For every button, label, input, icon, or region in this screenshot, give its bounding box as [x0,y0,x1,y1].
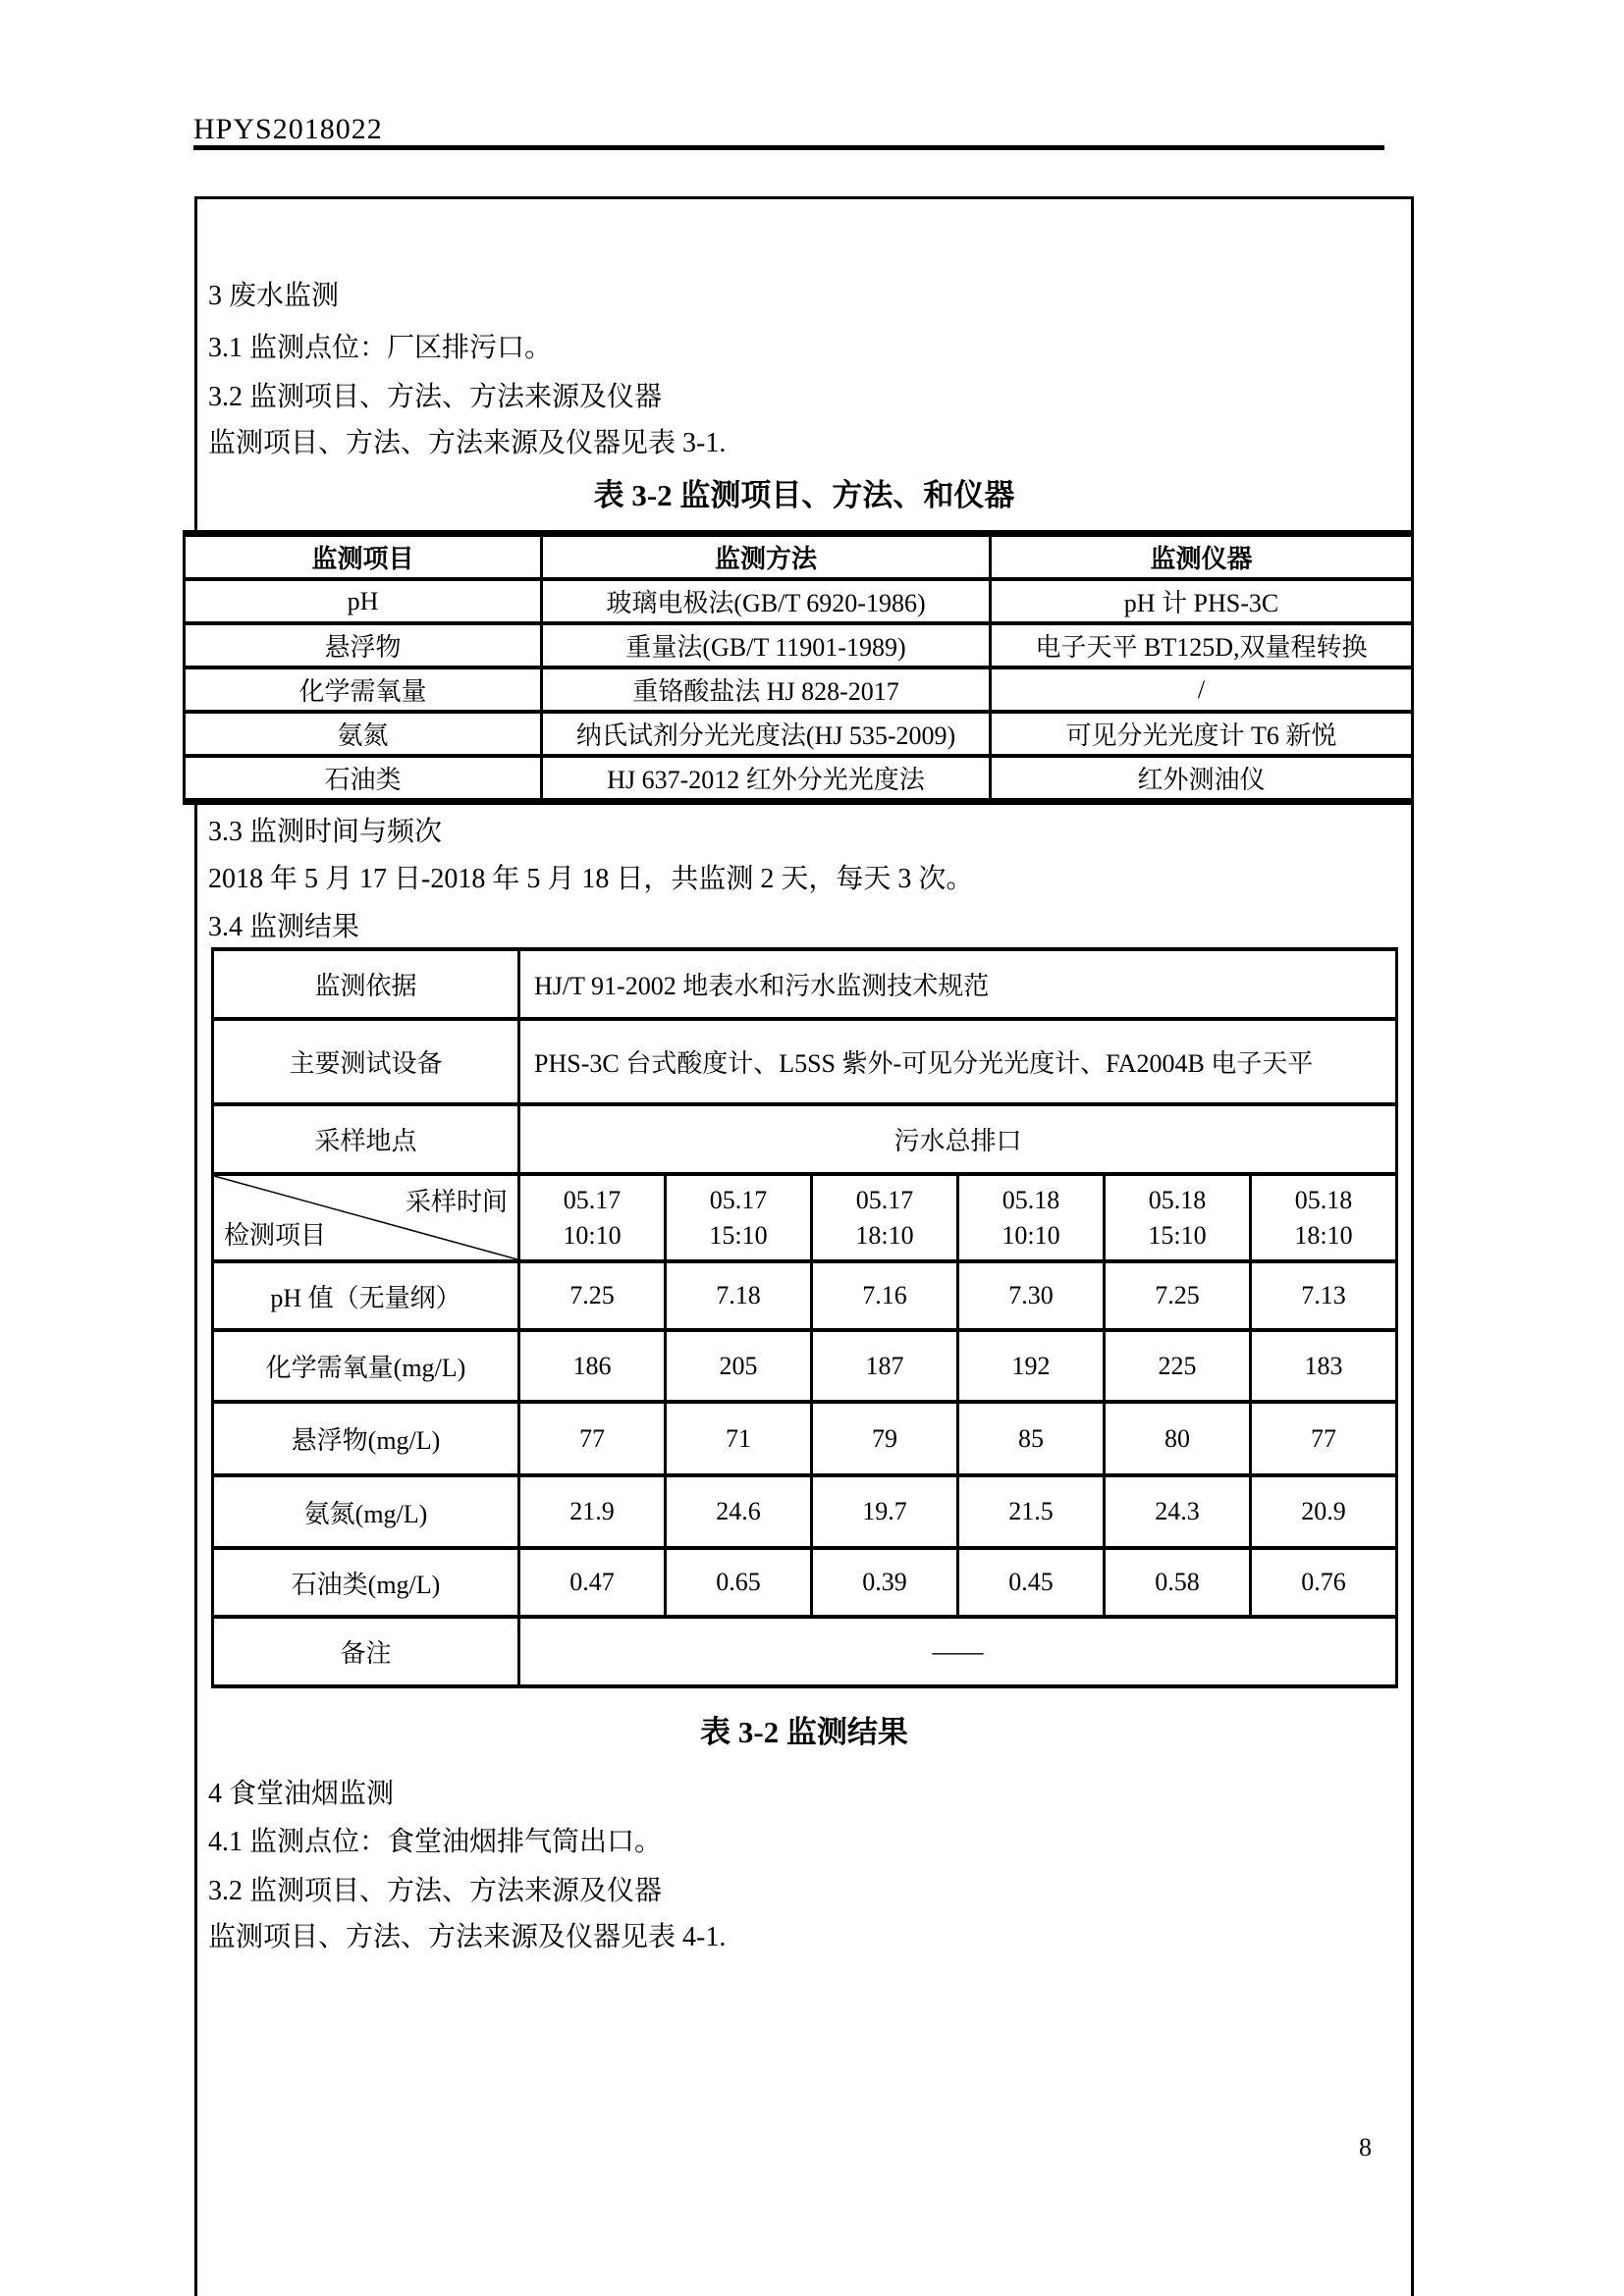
table-row [213,1475,1397,1548]
table-row [213,1402,1397,1475]
equipment-value: PHS-3C 台式酸度计、L5SS 紫外-可见分光光度计、FA2004B 电子天平 [519,1019,1397,1104]
diagonal-header-cell [213,1174,519,1261]
equipment-label: 主要测试设备 [213,1019,519,1104]
test-item-label: 检测项目 [224,1221,327,1250]
table1-header-method: 监测方法 [542,534,991,580]
table2-title: 表 3-2 监测结果 [700,1715,908,1749]
result-cell: 21.5 [958,1475,1105,1548]
result-cell: 0.39 [812,1548,958,1617]
site-value: 污水总排口 [519,1104,1397,1174]
result-cell: 192 [958,1330,1105,1402]
result-cell: 19.7 [812,1475,958,1548]
result-cell: 71 [666,1402,812,1475]
result-cell: 7.13 [1251,1261,1397,1330]
param-label: 化学需氧量(mg/L) [213,1330,519,1402]
table-row [213,1019,1397,1104]
param-label: 悬浮物(mg/L) [213,1402,519,1475]
table-row [185,667,1413,712]
table-row [213,1261,1397,1330]
table1-cell: 石油类 [185,756,542,802]
table1-cell: pH 计 PHS-3C [991,579,1413,623]
section4-heading: 4 食堂油烟监测 [208,1779,395,1809]
table-row [213,1104,1397,1174]
result-cell: 80 [1105,1402,1251,1475]
remark-label: 备注 [213,1617,519,1686]
time-date: 05.17 [709,1185,768,1214]
time-date: 05.18 [1148,1185,1207,1214]
basis-value: HJ/T 91-2002 地表水和污水监测技术规范 [519,949,1397,1019]
section3-point-line: 3.1 监测点位：厂区排污口。 [208,333,553,363]
table-row [213,949,1397,1019]
table-row [185,579,1413,623]
time-column-header [1105,1174,1251,1261]
result-cell: 24.3 [1105,1475,1251,1548]
table1-header-instrument: 监测仪器 [991,534,1413,580]
table1-header-row [185,534,1413,580]
table1-cell: 重铬酸盐法 HJ 828-2017 [542,667,991,712]
table2-time-header-row [213,1174,1397,1261]
result-cell: 0.65 [666,1548,812,1617]
time-column-header [958,1174,1105,1261]
table1-cell: 红外测油仪 [991,756,1413,802]
result-cell: 24.6 [666,1475,812,1548]
table1-cell: 悬浮物 [185,623,542,667]
time-clock: 15:10 [709,1220,768,1250]
section4-outro-line: 监测项目、方法、方法来源及仪器见表 4-1. [208,1922,727,1952]
time-clock: 18:10 [855,1220,914,1250]
result-cell: 77 [519,1402,666,1475]
time-clock: 15:10 [1148,1220,1207,1250]
result-cell: 0.45 [958,1548,1105,1617]
table-row [185,756,1413,802]
remark-value: —— [519,1617,1397,1686]
section3-items-line: 3.2 监测项目、方法、方法来源及仪器 [208,382,663,412]
result-cell: 205 [666,1330,812,1402]
time-date: 05.17 [563,1185,622,1214]
section3-heading: 3 废水监测 [208,281,340,311]
section3-intro-line: 监测项目、方法、方法来源及仪器见表 3-1. [208,428,727,458]
result-cell: 7.18 [666,1261,812,1330]
result-cell: 77 [1251,1402,1397,1475]
result-cell: 7.30 [958,1261,1105,1330]
time-date: 05.18 [1001,1185,1060,1214]
param-label: 石油类(mg/L) [213,1548,519,1617]
param-label: pH 值（无量纲） [213,1261,519,1330]
time-column-header [1251,1174,1397,1261]
doc-number: HPYS2018022 [193,113,383,145]
result-cell: 7.25 [1105,1261,1251,1330]
result-cell: 79 [812,1402,958,1475]
table1-cell: 化学需氧量 [185,667,542,712]
table-row [185,712,1413,756]
monitoring-methods-table [183,530,1414,805]
table1-cell: 重量法(GB/T 11901-1989) [542,623,991,667]
time-clock: 10:10 [563,1220,622,1250]
time-date: 05.17 [855,1185,914,1214]
time-date: 05.18 [1294,1185,1353,1214]
time-clock: 18:10 [1294,1220,1353,1250]
sampling-time-label: 采样时间 [405,1188,508,1216]
result-cell: 21.9 [519,1475,666,1548]
table1-cell: 电子天平 BT125D,双量程转换 [991,623,1413,667]
result-cell: 187 [812,1330,958,1402]
result-cell: 0.76 [1251,1548,1397,1617]
result-cell: 186 [519,1330,666,1402]
header-rule [193,145,1384,150]
table-row [185,623,1413,667]
time-column-header [812,1174,958,1261]
table-row [213,1617,1397,1686]
table1-cell: 氨氮 [185,712,542,756]
table1-title: 表 3-2 监测项目、方法、和仪器 [593,478,1015,512]
table1-header-item: 监测项目 [185,534,542,580]
basis-label: 监测依据 [213,949,519,1019]
result-cell: 183 [1251,1330,1397,1402]
result-cell: 0.47 [519,1548,666,1617]
section33-time-line: 2018 年 5 月 17 日-2018 年 5 月 18 日，共监测 2 天，每天 3 次。 [208,864,974,894]
site-label: 采样地点 [213,1104,519,1174]
page-number: 8 [1359,2133,1372,2162]
table-row [213,1330,1397,1402]
table1-cell: 玻璃电极法(GB/T 6920-1986) [542,579,991,623]
table1-cell: pH [185,579,542,623]
table-row [213,1548,1397,1617]
time-column-header [519,1174,666,1261]
table1-cell: 纳氏试剂分光光度法(HJ 535-2009) [542,712,991,756]
time-clock: 10:10 [1001,1220,1060,1250]
table1-cell: HJ 637-2012 红外分光光度法 [542,756,991,802]
result-cell: 0.58 [1105,1548,1251,1617]
section33-heading: 3.3 监测时间与频次 [208,817,443,847]
result-cell: 225 [1105,1330,1251,1402]
param-label: 氨氮(mg/L) [213,1475,519,1548]
time-column-header [666,1174,812,1261]
section4-point-line: 4.1 监测点位：食堂油烟排气筒出口。 [208,1827,663,1857]
monitoring-results-table [211,947,1398,1688]
section4-items-line: 3.2 监测项目、方法、方法来源及仪器 [208,1876,663,1906]
result-cell: 7.25 [519,1261,666,1330]
section34-heading: 3.4 监测结果 [208,912,360,942]
table1-cell: 可见分光光度计 T6 新悦 [991,712,1413,756]
result-cell: 7.16 [812,1261,958,1330]
result-cell: 85 [958,1402,1105,1475]
table1-cell: / [991,667,1413,712]
result-cell: 20.9 [1251,1475,1397,1548]
